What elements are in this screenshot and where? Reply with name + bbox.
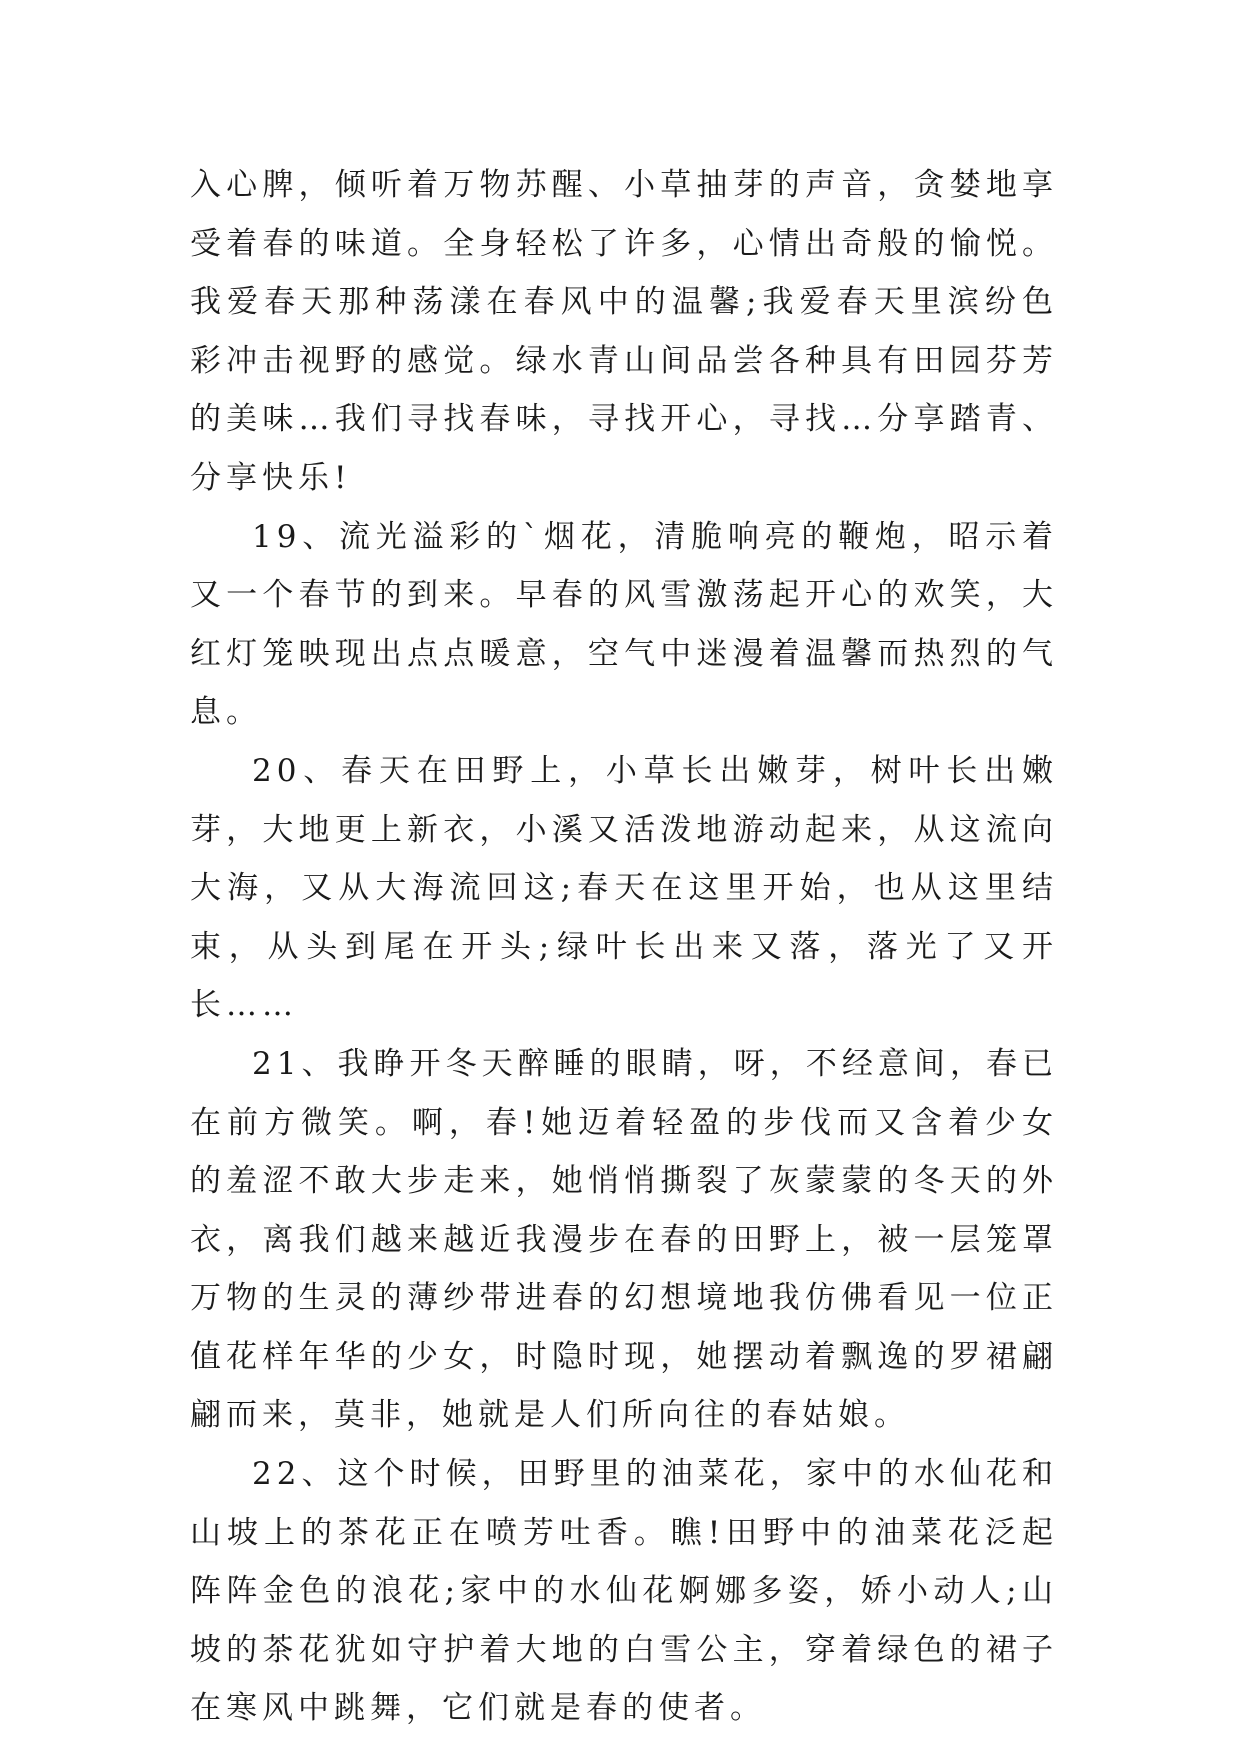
paragraph-20: 20、春天在田野上，小草长出嫩芽，树叶长出嫩芽，大地更上新衣，小溪又活泼地游动起来，从这流向大海，又从大海流回这;春天在这里开始，也从这里结束，从头到尾在开头;绿叶长出来又落，落光了又开长…… (190, 752, 1058, 1024)
paragraph-22: 22、这个时候，田野里的油菜花，家中的水仙花和山坡上的茶花正在喷芳吐香。瞧!田野中的油菜花泛起阵阵金色的浪花;家中的水仙花婀娜多姿，娇小动人;山坡的茶花犹如守护着大地的白雪公主，穿着绿色的裙子在寒风中跳舞，它们就是春的使者。 (190, 1456, 1058, 1727)
document-body (190, 156, 1058, 1738)
paragraph-19: 19、流光溢彩的`烟花，清脆响亮的鞭炮，昭示着又一个春节的到来。早春的风雪激荡起开心的欢笑，大红灯笼映现出点点暖意，空气中迷漫着温馨而热烈的气息。 (190, 518, 1058, 731)
paragraph-21: 21、我睁开冬天醉睡的眼睛，呀，不经意间，春已在前方微笑。啊，春!她迈着轻盈的步伐而又含着少女的羞涩不敢大步走来，她悄悄撕裂了灰蒙蒙的冬天的外衣，离我们越来越近我漫步在春的田野上，被一层笼罩万物的生灵的薄纱带进春的幻想境地我仿佛看见一位正值花样年华的少女，时隐时现，她摆动着飘逸的罗裙翩翩而来，莫非，她就是人们所向往的春姑娘。 (190, 1045, 1058, 1434)
paragraph-continuation: 入心脾，倾听着万物苏醒、小草抽芽的声音，贪婪地享受着春的味道。全身轻松了许多，心情出奇般的愉悦。我爱春天那种荡漾在春风中的温馨;我爱春天里滨纷色彩冲击视野的感觉。绿水青山间品尝各种具有田园芬芳的美味…我们寻找春味，寻找开心，寻找…分享踏青、分享快乐! (190, 167, 1058, 496)
